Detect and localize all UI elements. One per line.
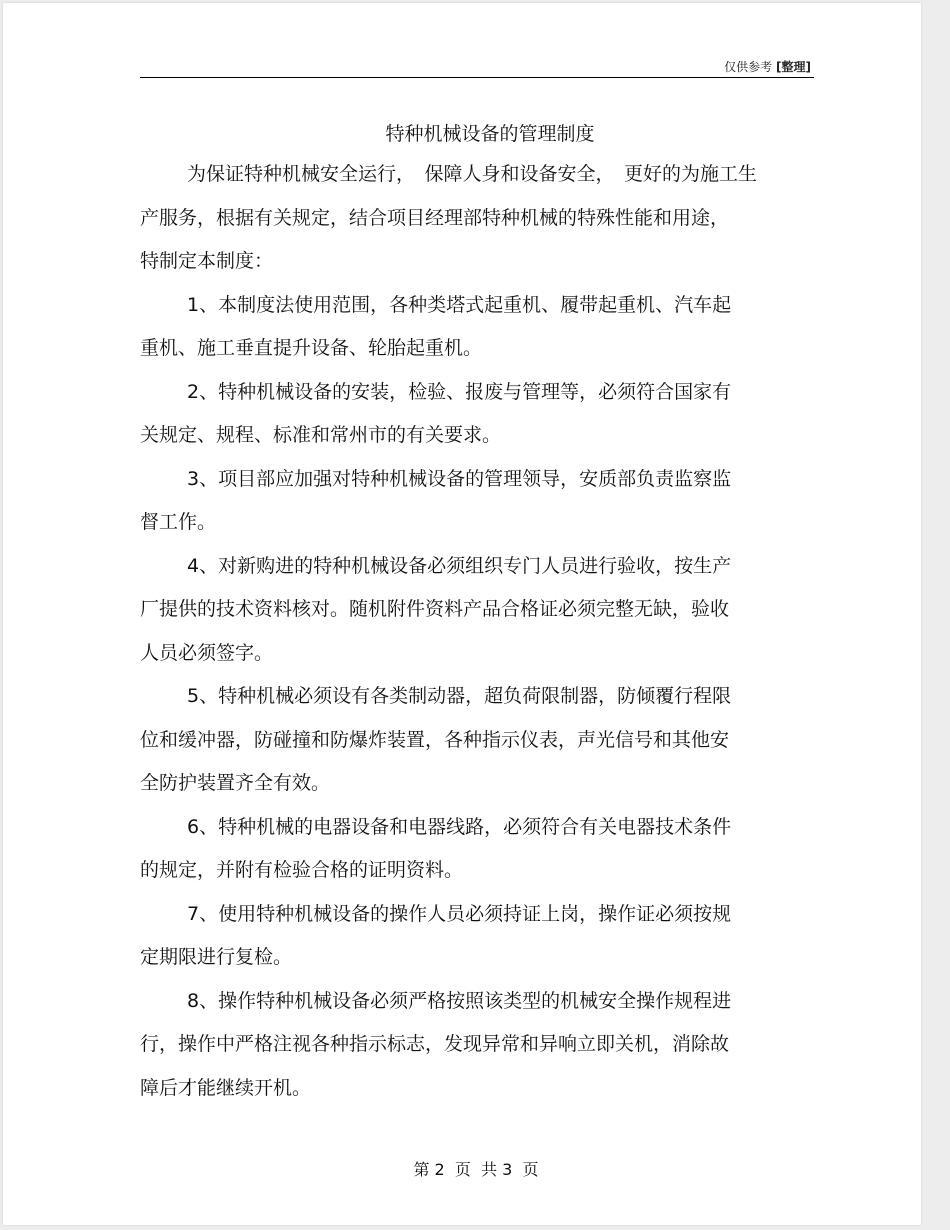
text-line: 行，操作中严格注视各种指示标志，发现异常和异响立即关机，消除故 — [140, 1033, 730, 1055]
header-note — [724, 58, 811, 75]
text-line: 全防护装置齐全有效。 — [140, 772, 331, 794]
text-line: 1、本制度法使用范围，各种类塔式起重机、履带起重机、汽车起 — [187, 293, 732, 316]
text-line: 的规定，并附有检验合格的证明资料。 — [140, 859, 464, 881]
text-line: 厂提供的技术资料核对。随机附件资料产品合格证必须完整无缺，验收 — [140, 598, 730, 620]
text-line: 位和缓冲器，防碰撞和防爆炸装置，各种指示仪表，声光信号和其他安 — [140, 728, 730, 751]
text-line: 8、操作特种机械设备必须严格按照该类型的机械安全操作规程进 — [187, 989, 732, 1012]
document-title: 特种机械设备的管理制度 — [385, 123, 595, 145]
text-line: 5、特种机械必须设有各类制动器，超负荷限制器，防倾覆行程限 — [187, 685, 732, 707]
text-line: 关规定、规程、标准和常州市的有关要求。 — [140, 424, 502, 446]
text-line: 为保证特种机械安全运行， 保障人身和设备安全， 更好的为施工生 — [187, 163, 758, 185]
text-line: 3、项目部应加强对特种机械设备的管理领导，安质部负责监察监 — [187, 467, 732, 490]
text-line: 产服务，根据有关规定，结合项目经理部特种机械的特殊性能和用途， — [140, 206, 730, 229]
text-line: 重机、施工垂直提升设备、轮胎起重机。 — [140, 337, 483, 359]
text-line: 2、特种机械设备的安装，检验、报废与管理等，必须符合国家有 — [187, 380, 732, 403]
page-number-footer: 第 2 页 共 3 页 — [413, 1160, 539, 1179]
text-line: 障后才能继续开机。 — [140, 1076, 312, 1099]
document-body — [140, 153, 840, 1110]
header-rule — [140, 77, 814, 78]
text-line: 督工作。 — [140, 511, 217, 533]
text-line: 特制定本制度： — [140, 250, 274, 272]
text-line: 6、特种机械的电器设备和电器线路，必须符合有关电器技术条件 — [187, 815, 732, 838]
header-note-text: 仅供参考 — [724, 60, 773, 74]
text-line: 7、使用特种机械设备的操作人员必须持证上岗，操作证必须按规 — [187, 902, 732, 925]
document-page — [3, 3, 921, 1225]
text-line: 人员必须签字。 — [140, 641, 274, 664]
header-note-bracket: [整理] — [776, 60, 811, 74]
text-line: 定期限进行复检。 — [140, 946, 293, 968]
text-line: 4、对新购进的特种机械设备必须组织专门人员进行验收，按生产 — [187, 554, 732, 577]
